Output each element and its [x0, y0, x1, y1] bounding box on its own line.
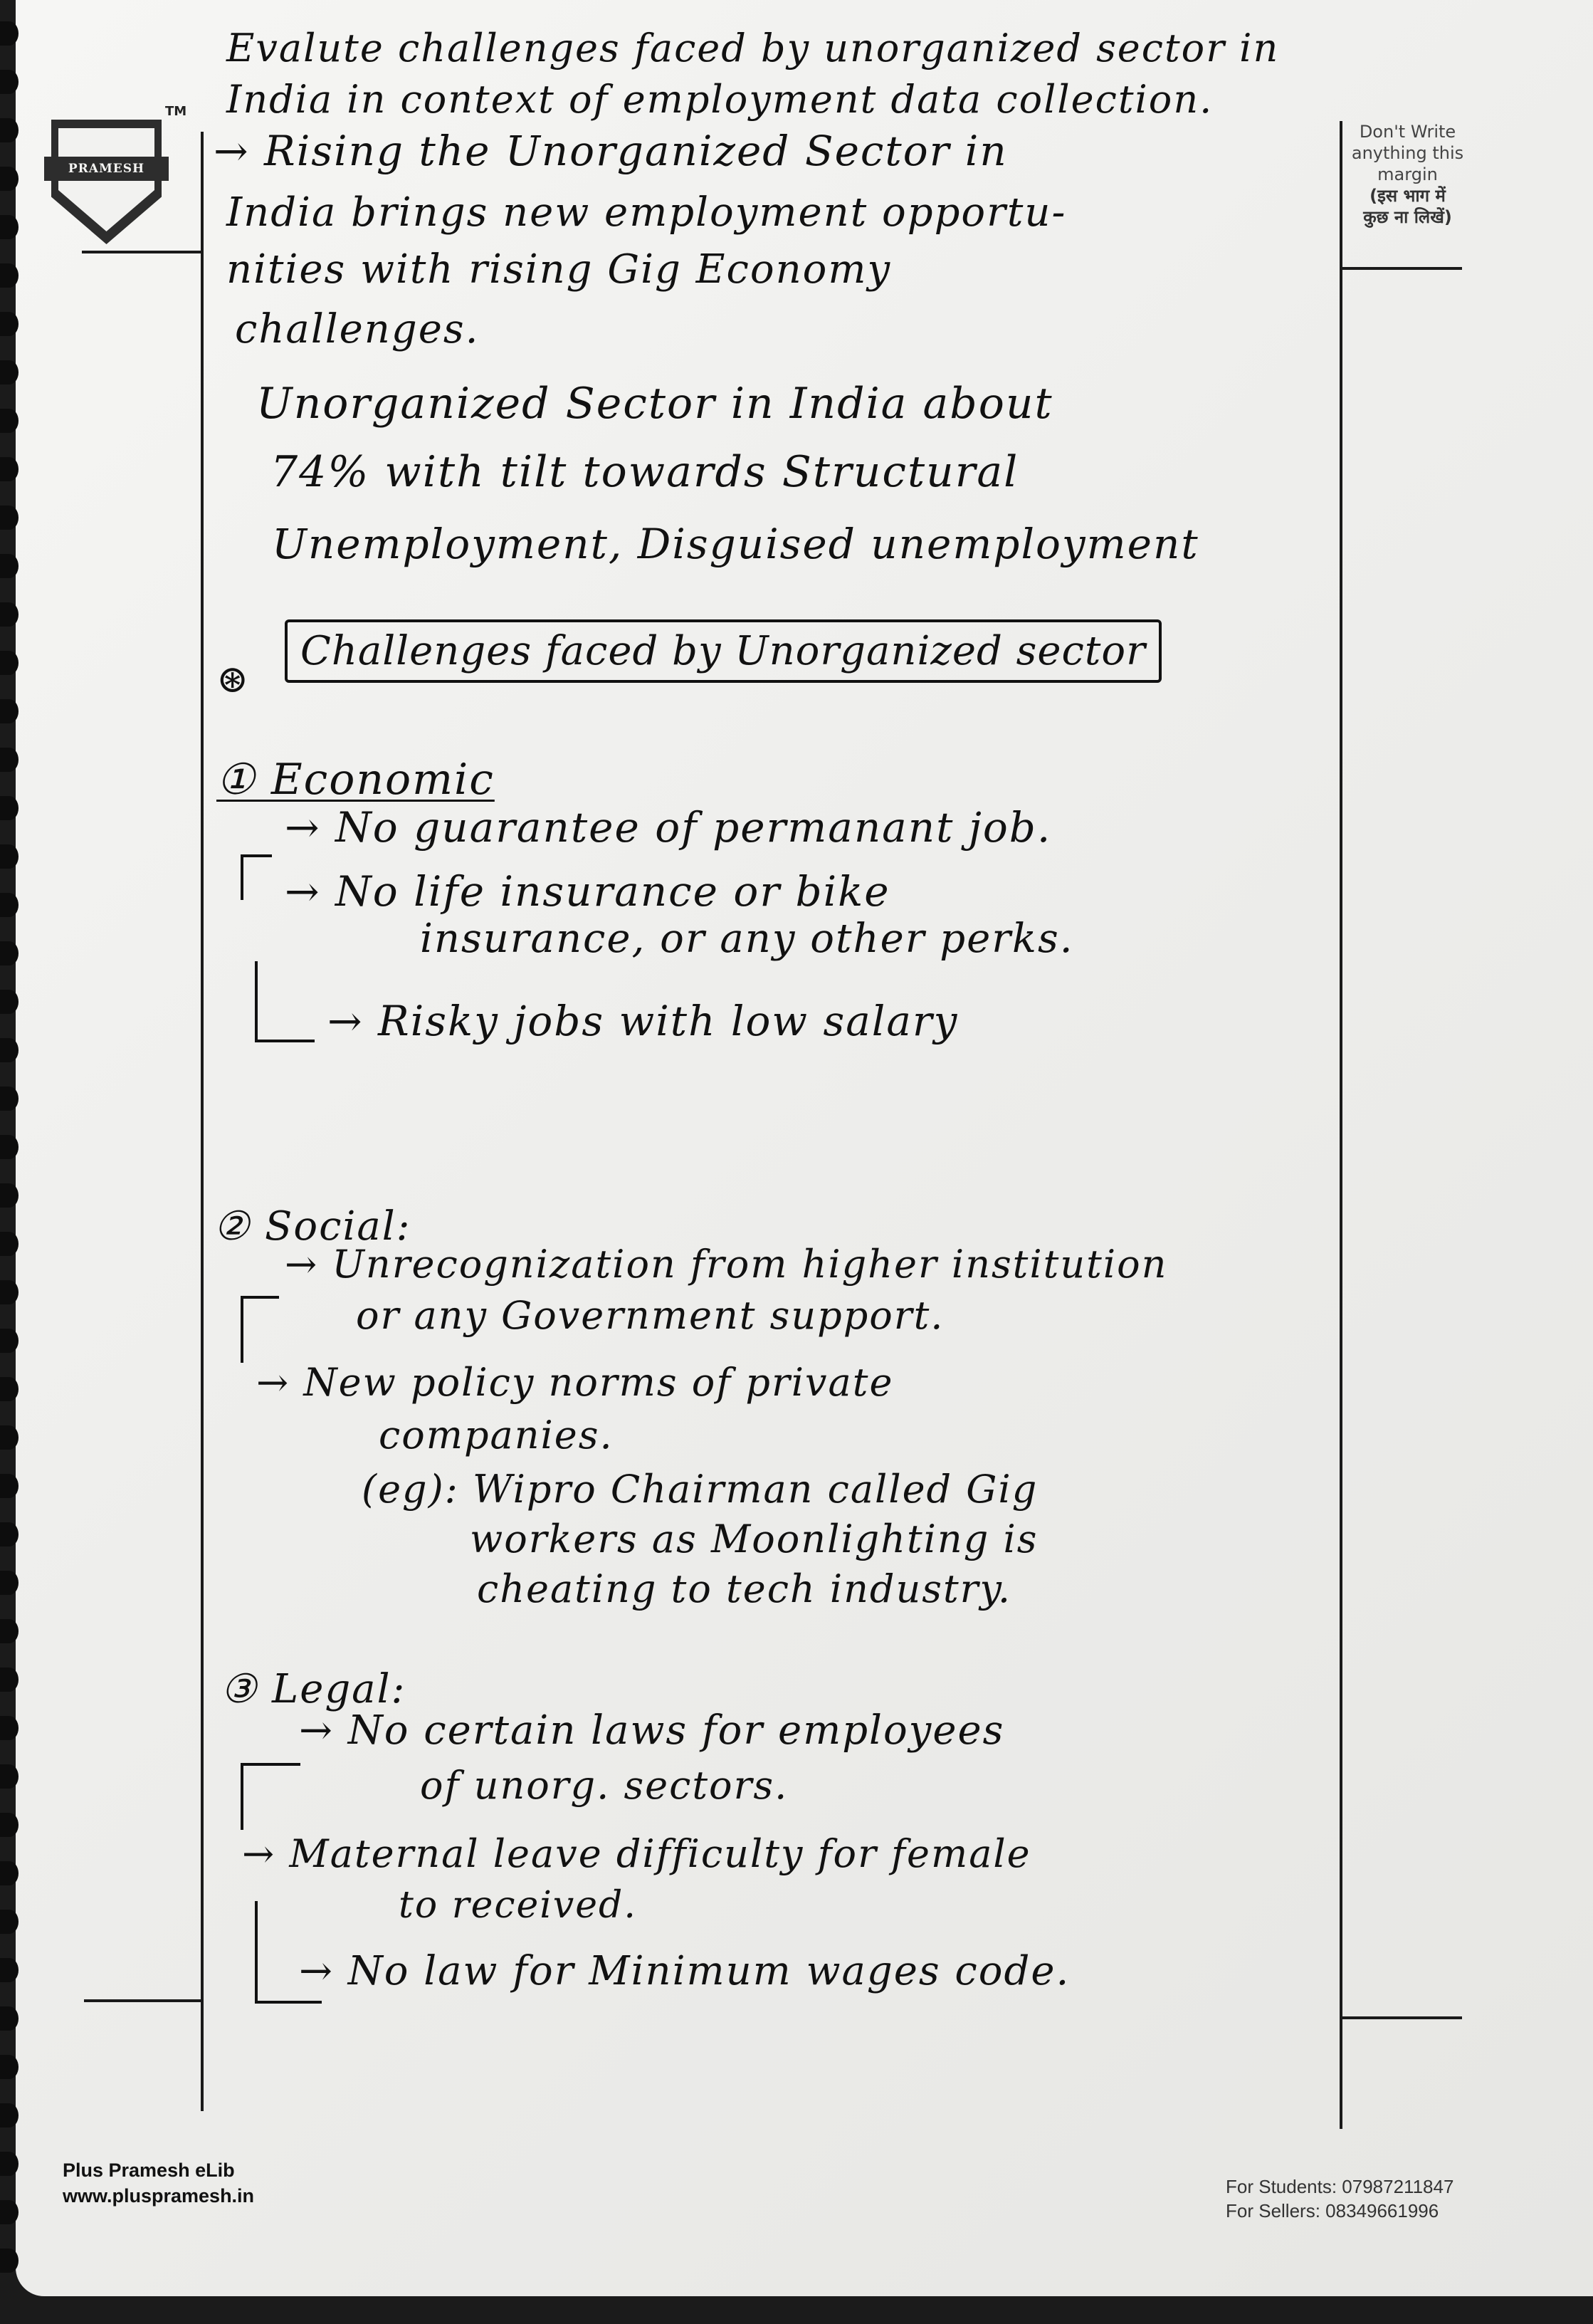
- binding-hole: [0, 1716, 19, 1740]
- left-margin-line: [201, 132, 204, 2111]
- economic-point-2b: insurance, or any other perks.: [420, 916, 1074, 962]
- sellers-phone: For Sellers: 08349661996: [1226, 2200, 1439, 2221]
- social-point-2a: → New policy norms of private: [256, 1360, 894, 1405]
- social-title: ② Social:: [214, 1203, 411, 1250]
- margin-warning: Don't Write anything this margin (इस भाग में कुछ ना लिखें): [1351, 122, 1464, 227]
- pramesh-logo: [44, 107, 172, 249]
- binding-hole: [0, 167, 19, 191]
- bottom-left-rule: [84, 1999, 202, 2002]
- legal-point-3: → No law for Minimum wages code.: [299, 1948, 1071, 1994]
- website-link[interactable]: www.pluspramesh.in: [63, 2185, 255, 2207]
- social-example-1: (eg): Wipro Chairman called Gig: [362, 1467, 1039, 1512]
- binding-hole: [0, 506, 19, 530]
- intro-line-4: challenges.: [235, 306, 480, 352]
- binding-hole: [0, 215, 19, 239]
- binding-hole: [0, 796, 19, 820]
- legal-point-2a: → Maternal leave difficulty for female: [242, 1831, 1031, 1876]
- binding-hole: [0, 2055, 19, 2079]
- binding-hole: [0, 21, 19, 46]
- binding-hole: [0, 844, 19, 869]
- binding-hole: [0, 699, 19, 723]
- footer-contacts: [1226, 2174, 1453, 2223]
- economic-bracket: [241, 854, 272, 900]
- question-line-1: Evalute challenges faced by unorganized sector in: [226, 26, 1280, 70]
- binding-hole: [0, 1183, 19, 1208]
- stat-line-1: Unorganized Sector in India about: [256, 379, 1053, 429]
- question-line-2: India in context of employment data collection.: [226, 77, 1214, 122]
- binding-hole: [0, 990, 19, 1014]
- binding-hole: [0, 1087, 19, 1111]
- binding-hole: [0, 893, 19, 917]
- footer-brand: Plus Pramesh eLib www.pluspramesh.in: [63, 2157, 254, 2209]
- stat-line-3: Unemployment, Disguised unemployment: [272, 520, 1199, 568]
- top-left-rule: [82, 251, 203, 253]
- binding-hole: [0, 1135, 19, 1159]
- bottom-right-rule: [1341, 2016, 1462, 2019]
- right-margin-line: [1340, 121, 1342, 2129]
- social-example-2: workers as Moonlighting is: [470, 1517, 1039, 1561]
- binding-hole: [0, 1280, 19, 1304]
- binding-hole: [0, 1619, 19, 1643]
- binding-hole: [0, 118, 19, 142]
- binding-hole: [0, 602, 19, 627]
- binding-hole: [0, 1958, 19, 1982]
- binding-hole: [0, 457, 19, 481]
- spiral-binding: [0, 0, 43, 2296]
- section-heading-box: Challenges faced by Unorganized sector: [285, 619, 1162, 683]
- intro-line-2: India brings new employment opportu-: [226, 189, 1067, 236]
- intro-line-3: nities with rising Gig Economy: [226, 246, 892, 293]
- social-point-2b: companies.: [379, 1413, 614, 1457]
- binding-hole: [0, 2200, 19, 2224]
- economic-point-1: → No guarantee of permanant job.: [285, 803, 1052, 852]
- binding-hole: [0, 1377, 19, 1401]
- binding-hole: [0, 1813, 19, 1837]
- binding-hole: [0, 263, 19, 288]
- legal-bracket: [241, 1763, 300, 1830]
- binding-hole: [0, 2152, 19, 2176]
- top-right-rule: [1341, 267, 1462, 270]
- binding-hole: [0, 1038, 19, 1062]
- binding-hole: [0, 360, 19, 384]
- social-point-1b: or any Government support.: [356, 1293, 945, 1338]
- social-point-1a: → Unrecognization from higher institution: [285, 1242, 1168, 1287]
- binding-hole: [0, 651, 19, 675]
- binding-hole: [0, 1425, 19, 1450]
- binding-hole: [0, 312, 19, 336]
- binding-hole: [0, 1522, 19, 1546]
- students-phone: For Students: 07987211847: [1226, 2176, 1454, 2197]
- legal-point-1b: of unorg. sectors.: [420, 1763, 789, 1808]
- binding-hole: [0, 1910, 19, 1934]
- binding-hole: [0, 1668, 19, 1692]
- intro-line-1: → Rising the Unorganized Sector in: [214, 127, 1008, 175]
- social-bracket: [241, 1296, 279, 1363]
- legal-point-2b: to received.: [399, 1884, 637, 1927]
- binding-hole: [0, 2249, 19, 2273]
- binding-hole: [0, 941, 19, 965]
- stat-line-2: 74% with tilt towards Structural: [270, 447, 1019, 497]
- social-example-3: cheating to tech industry.: [477, 1566, 1011, 1611]
- binding-hole: [0, 2103, 19, 2127]
- binding-hole: [0, 1764, 19, 1789]
- legal-point-1a: → No certain laws for employees: [299, 1707, 1005, 1754]
- trademark-mark: TM: [165, 104, 187, 119]
- economic-point-3: → Risky jobs with low salary: [327, 997, 959, 1045]
- binding-hole: [0, 70, 19, 94]
- legal-title: ③ Legal:: [221, 1666, 406, 1712]
- binding-hole: [0, 1861, 19, 1885]
- binding-hole: [0, 1329, 19, 1353]
- binding-hole: [0, 1571, 19, 1595]
- economic-bracket-lower: [255, 961, 315, 1042]
- star-bullet-icon: ⊛: [216, 656, 251, 701]
- binding-hole: [0, 1232, 19, 1256]
- binding-hole: [0, 554, 19, 578]
- binding-hole: [0, 1474, 19, 1498]
- logo-text: PRAMESH: [44, 157, 169, 181]
- binding-hole: [0, 409, 19, 433]
- economic-title: ① Economic: [216, 755, 495, 805]
- binding-hole: [0, 2006, 19, 2031]
- binding-hole: [0, 748, 19, 772]
- economic-point-2a: → No life insurance or bike: [285, 867, 890, 916]
